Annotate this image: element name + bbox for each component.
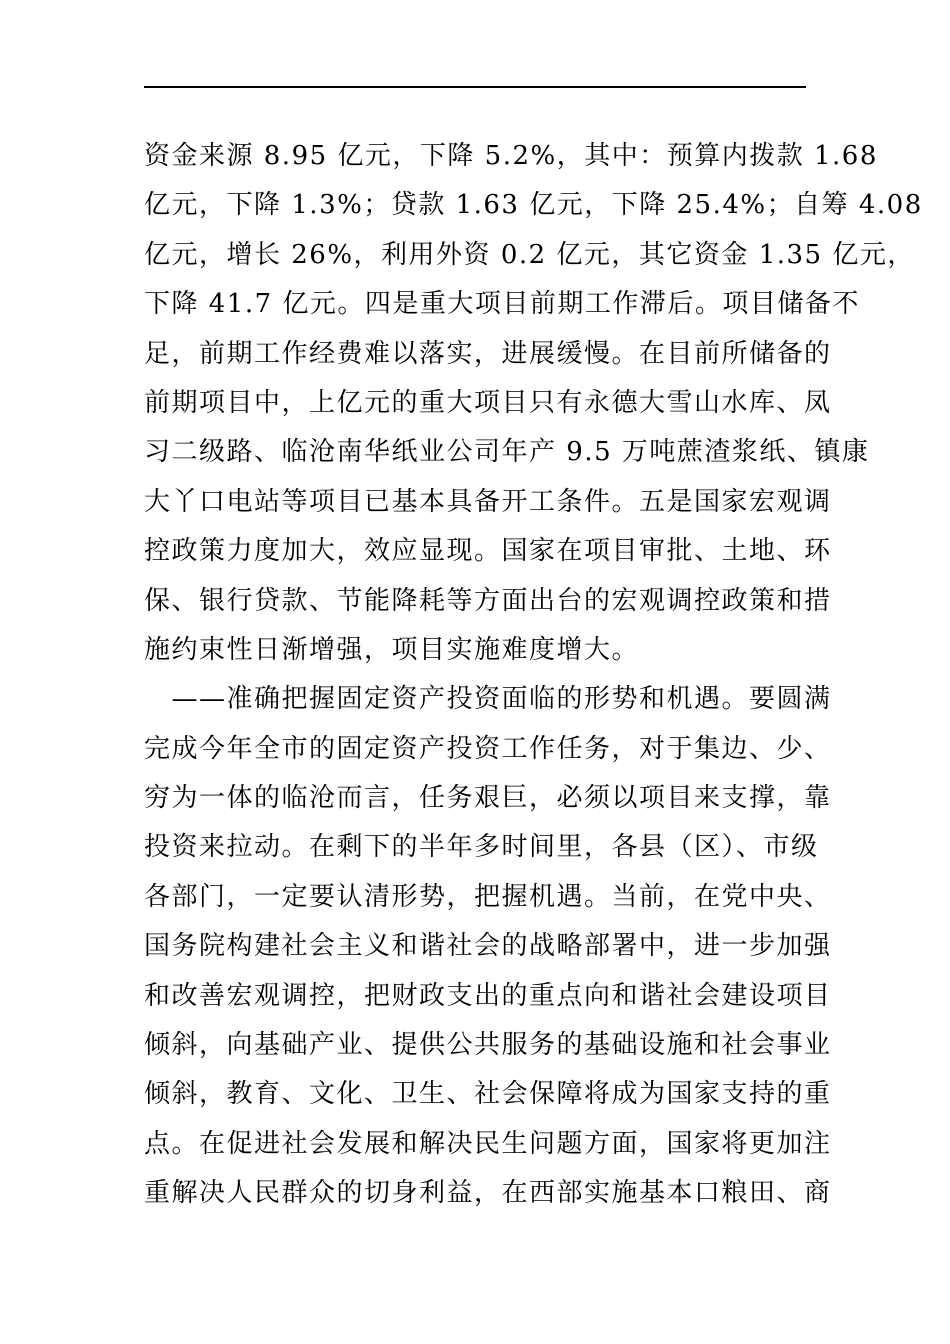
text-line: 资金来源 8.95 亿元，下降 5.2%，其中：预算内拨款 1.68: [144, 141, 878, 171]
body-text: [144, 132, 923, 1219]
text-line: ——准确把握固定资产投资面临的形势和机遇。要圆满: [144, 684, 832, 715]
text-line: 施约束性日渐增强，项目实施难度增大。: [144, 634, 640, 665]
text-line: 控政策力度加大，效应显现。国家在项目审批、土地、环: [144, 536, 832, 567]
text-line: 各部门，一定要认清形势，把握机遇。当前，在党中央、: [144, 881, 832, 912]
text-line: 下降 41.7 亿元。四是重大项目前期工作滞后。项目储备不: [144, 289, 860, 320]
text-line: 大丫口电站等项目已基本具备开工条件。五是国家宏观调: [144, 486, 832, 517]
text-line: 保、银行贷款、节能降耗等方面出台的宏观调控政策和措: [144, 585, 832, 616]
text-line: 和改善宏观调控，把财政支出的重点向和谐社会建设项目: [144, 980, 832, 1011]
text-line: 足，前期工作经费难以落实，进展缓慢。在目前所储备的: [144, 338, 832, 369]
text-line: 点。在促进社会发展和解决民生问题方面，国家将更加注: [144, 1128, 832, 1159]
header-rule: [144, 86, 806, 88]
text-line: 倾斜，教育、文化、卫生、社会保障将成为国家支持的重: [144, 1079, 832, 1110]
text-line: 前期项目中，上亿元的重大项目只有永德大雪山水库、凤: [144, 387, 832, 418]
text-line: 穷为一体的临沧而言，任务艰巨，必须以项目来支撑，靠: [144, 783, 832, 814]
text-line: 重解决人民群众的切身利益，在西部实施基本口粮田、商: [144, 1178, 832, 1209]
text-line: 亿元，下降 1.3%；贷款 1.63 亿元，下降 25.4%；自筹 4.08: [144, 190, 923, 221]
text-line: 习二级路、临沧南华纸业公司年产 9.5 万吨蔗渣浆纸、镇康: [144, 437, 870, 468]
text-line: 完成今年全市的固定资产投资工作任务，对于集边、少、: [144, 733, 832, 764]
text-line: 国务院构建社会主义和谐社会的战略部署中，进一步加强: [144, 931, 832, 962]
text-line: 投资来拉动。在剩下的半年多时间里，各县（区）、市级: [144, 832, 819, 863]
text-line: 倾斜，向基础产业、提供公共服务的基础设施和社会事业: [144, 1030, 832, 1061]
text-line: 亿元，增长 26%，利用外资 0.2 亿元，其它资金 1.35 亿元，: [144, 239, 915, 270]
